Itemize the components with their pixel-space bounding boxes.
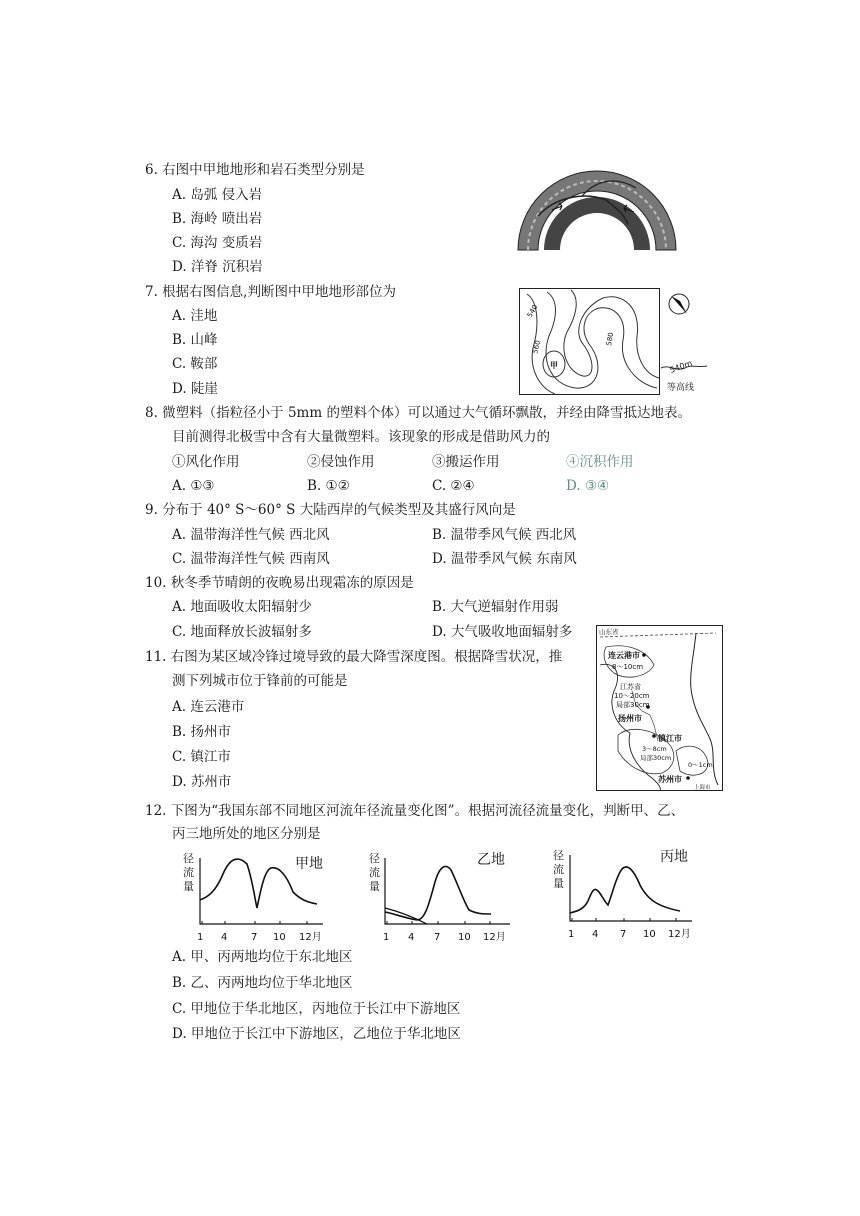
q11-option-d: D. 苏州市 — [172, 774, 232, 790]
q12-option-b: B. 乙、丙两地均位于华北地区 — [172, 975, 353, 991]
chart-yi-series-line — [385, 866, 491, 920]
q10-option-c: C. 地面释放长波辐射多 — [172, 624, 312, 640]
chart-jia-ylabel-2: 流 — [183, 866, 194, 879]
chart-jia-ylabel-3: 量 — [183, 880, 194, 893]
q7-option-a: A. 洼地 — [172, 308, 218, 324]
q8-stem-line1: 8. 微塑料（指粒径小于 5mm 的塑料个体）可以通过大气循环飘散，并经由降雪抵达地表。 — [145, 405, 691, 421]
chart-bing-ylabel-3: 量 — [553, 877, 564, 890]
chart-bing-ylabel-1: 径 — [553, 849, 564, 862]
q11-fig-depth-mid2: 局部30cm — [616, 701, 650, 709]
q11-option-a: A. 连云港市 — [172, 699, 245, 715]
chart-bing-xtick-4: 4 — [592, 929, 599, 940]
chart-bing-xtick-1: 1 — [568, 929, 575, 940]
q8-option-d: D. ③④ — [566, 478, 610, 494]
q7-option-d: D. 陡崖 — [172, 381, 218, 397]
q11-fig-shanghai: 上海市 — [694, 785, 711, 791]
chart-yi-ylabel-3: 量 — [369, 880, 380, 893]
q7-fig-label-jia: 甲 — [550, 361, 558, 370]
q8-item-1: ①风化作用 — [172, 454, 240, 470]
q6-option-c: C. 海沟 变质岩 — [172, 235, 263, 251]
runoff-chart-bing — [550, 845, 710, 941]
q9-option-d: D. 温带季风气候 东南风 — [432, 551, 577, 567]
north-arrow-icon — [669, 294, 689, 314]
plate-boundary-figure — [516, 166, 678, 252]
chart-yi-title: 乙地 — [477, 852, 505, 868]
q12-option-a: A. 甲、丙两地均位于东北地区 — [172, 949, 353, 965]
chart-bing-title: 丙地 — [660, 849, 688, 865]
q11-fig-depth-low1: 3～8cm — [642, 745, 667, 753]
q8-stem-line2: 目前测得北极雪中含有大量微塑料。该现象的形成是借助风力的 — [172, 429, 550, 445]
q7-fig-legend-value: 540m — [668, 358, 694, 375]
q11-fig-jiangsu: 江苏省 — [620, 683, 641, 691]
q11-option-c: C. 镇江市 — [172, 749, 231, 765]
chart-bing-xtick-10: 10 — [643, 929, 656, 940]
q6-stem: 6. 右图中甲地地形和岩石类型分别是 — [145, 162, 365, 178]
q11-fig-lianyungang: 连云港市 — [608, 651, 640, 660]
q11-fig-lyg-depth: 8～10cm — [612, 663, 644, 671]
q11-stem-line1: 11. 右图为某区域冷锋过境导致的最大降雪深度图。根据降雪状况，推 — [145, 649, 563, 665]
q11-fig-depth-mid1: 10～20cm — [614, 692, 650, 700]
q12-stem-line1: 12. 下图为“我国东部不同地区河流年径流量变化图”。根据河流径流量变化，判断甲、乙、 — [145, 803, 685, 819]
q7-option-b: B. 山峰 — [172, 332, 218, 348]
q11-fig-shandong: 山东省 — [599, 628, 619, 636]
q7-fig-contour-560: 560 — [531, 339, 543, 355]
q8-item-3: ③搬运作用 — [432, 454, 500, 470]
q8-option-a: A. ①③ — [172, 478, 215, 494]
q8-item-2: ②侵蚀作用 — [307, 454, 375, 470]
q11-fig-suzhou: 苏州市 — [658, 775, 682, 784]
chart-bing-ylabel-2: 流 — [553, 863, 564, 876]
chart-jia-xtick-10: 10 — [273, 932, 286, 943]
chart-jia-xtick-7: 7 — [251, 932, 258, 943]
q11-fig-zhenjiang: 镇江市 — [658, 734, 682, 743]
snow-depth-map-figure — [596, 625, 724, 791]
chart-bing-xtick-7: 7 — [620, 929, 627, 940]
q10-option-b: B. 大气逆辐射作用弱 — [432, 599, 559, 615]
q6-option-d: D. 洋脊 沉积岩 — [172, 259, 263, 275]
chart-yi-ylabel-1: 径 — [369, 852, 380, 865]
chart-jia-xtick-4: 4 — [221, 932, 228, 943]
q9-option-a: A. 温带海洋性气候 西北风 — [172, 527, 330, 543]
chart-jia-title: 甲地 — [295, 856, 323, 872]
q6-fig-label-magma: 岩浆 — [600, 234, 622, 247]
q8-option-c: C. ②④ — [432, 478, 475, 494]
q11-option-b: B. 扬州市 — [172, 724, 232, 740]
q7-fig-legend-label: 等高线 — [667, 383, 695, 393]
q7-stem: 7. 根据右图信息,判断图中甲地地形部位为 — [145, 284, 396, 300]
q8-item-4: ④沉积作用 — [566, 454, 634, 470]
q11-stem-line2: 测下列城市位于锋前的可能是 — [172, 673, 348, 689]
chart-bing-xtick-12: 12月 — [668, 929, 691, 940]
chart-jia-ylabel-1: 径 — [183, 852, 194, 865]
q11-fig-depth-min: 0～1cm — [688, 761, 713, 769]
q10-stem: 10. 秋冬季节晴朗的夜晚易出现霜冻的原因是 — [145, 575, 414, 591]
chart-bing-series-line — [570, 867, 680, 913]
runoff-chart-jia — [175, 848, 335, 944]
q11-fig-yangzhou: 扬州市 — [618, 714, 642, 723]
q7-option-c: C. 鞍部 — [172, 356, 218, 372]
q11-fig-depth-low2: 局部30cm — [640, 754, 672, 762]
q6-option-b: B. 海岭 喷出岩 — [172, 211, 263, 227]
q8-option-b: B. ①② — [307, 478, 350, 494]
q9-option-b: B. 温带季风气候 西北风 — [432, 527, 577, 543]
chart-yi-xtick-1: 1 — [383, 932, 390, 943]
chart-yi-xtick-10: 10 — [458, 932, 471, 943]
chart-yi-xtick-4: 4 — [408, 932, 415, 943]
q6-fig-label-jia: 甲 — [595, 217, 606, 230]
q6-option-a: A. 岛弧 侵入岩 — [172, 187, 263, 203]
chart-jia-xtick-12: 12月 — [299, 932, 322, 943]
contour-map-figure — [519, 288, 711, 396]
q10-option-a: A. 地面吸收太阳辐射少 — [172, 599, 312, 615]
q12-option-d: D. 甲地位于长江中下游地区，乙地位于华北地区 — [172, 1026, 461, 1042]
chart-yi-series-line-2 — [385, 908, 427, 924]
chart-yi-xtick-7: 7 — [434, 932, 441, 943]
q7-fig-contour-580: 580 — [605, 331, 616, 347]
q12-option-c: C. 甲地位于华北地区，丙地位于长江中下游地区 — [172, 1001, 461, 1017]
chart-yi-ylabel-2: 流 — [369, 866, 380, 879]
q9-option-c: C. 温带海洋性气候 西南风 — [172, 551, 330, 567]
q10-option-d: D. 大气吸收地面辐射多 — [432, 624, 573, 640]
runoff-chart-yi — [365, 848, 525, 944]
chart-yi-xtick-12: 12月 — [483, 932, 506, 943]
chart-jia-xtick-1: 1 — [197, 932, 204, 943]
q12-stem-line2: 丙三地所处的地区分别是 — [172, 826, 321, 842]
q7-fig-contour-540: 540 — [525, 303, 540, 319]
q9-stem: 9. 分布于 40° S～60° S 大陆西岸的气候类型及其盛行风向是 — [145, 502, 516, 518]
